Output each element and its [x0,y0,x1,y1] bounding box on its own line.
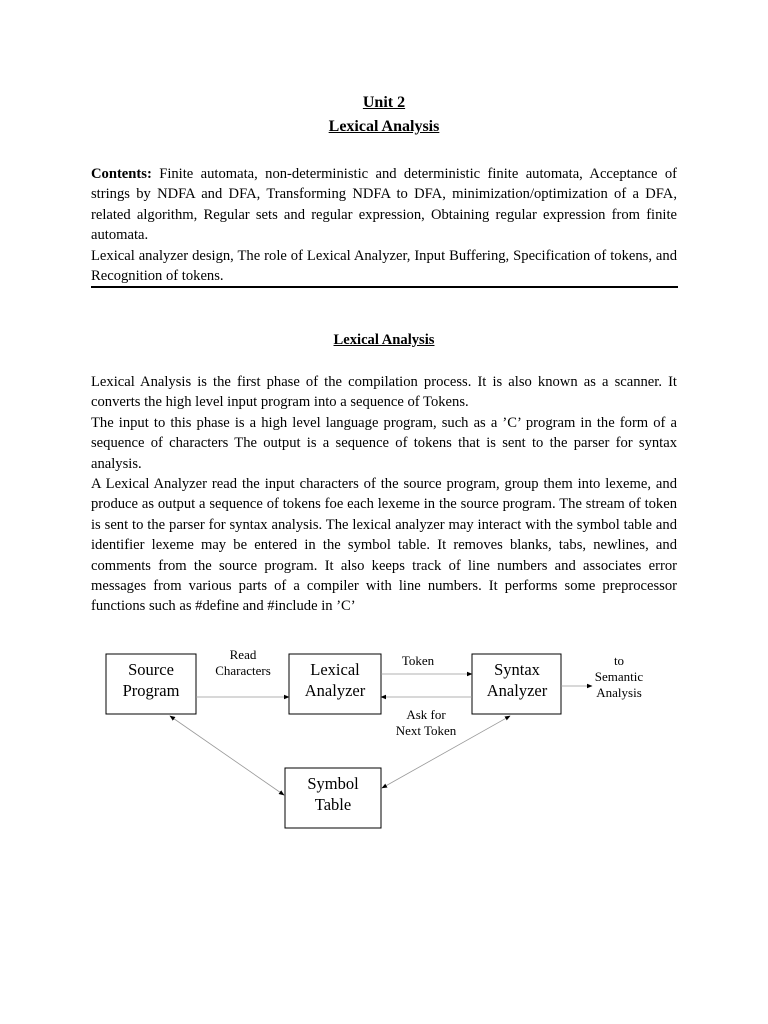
syntax-analyzer-label-2: Analyzer [486,681,548,700]
contents-label: Contents: [91,166,152,182]
symbol-table-label-2: Table [314,795,352,814]
body-paragraph-2: The input to this phase is a high level language program, such as a ’C’ program in the form of a sequence of characters The output is a sequence of tokens that is sent to the parser for syntax analysis. [91,414,677,472]
source-program-label-1: Source [128,660,174,679]
body-paragraph-3: A Lexical Analyzer read the input characters of the source program, group them into lexeme, and produce as output a sequence of tokens foe each lexeme in the source program. The stream of token is sent to the parser for syntax analysis. The lexical analyzer may interact with the symbol table and identifier lexeme may be entered in the symbol table. It removes blanks, tabs, newlines, and comments from the source program. It also keeps track of line numbers and associates error messages from various parts of a compiler with line numbers. It performs some preprocessor functions such as #define and #include in ’C’ [91,476,677,615]
contents-text: Finite automata, non-deterministic and deterministic finite automata, Acceptance of strings by NDFA and DFA, Transforming NDFA to DFA, minimization/optimization of a DFA, related algorithm, Regular sets and regular expression, Obtaining regular expression from finite automata. [91,166,677,244]
read-label-2: Characters [215,663,271,678]
token-label: Token [401,653,435,668]
lexical-analyzer-label-2: Analyzer [304,681,366,700]
page-title: Lexical Analysis [328,118,440,135]
read-label-1: Read [229,647,257,662]
symbol-table-label-1: Symbol [307,774,359,793]
semantic-label-2: Semantic [594,669,644,684]
ask-label-2: Next Token [395,723,457,738]
semantic-label-1: to [613,653,625,668]
source-symbol-arrow [170,716,284,795]
semantic-label-3: Analysis [596,685,642,700]
body-paragraph-1: Lexical Analysis is the first phase of the compilation process. It is also known as a scanner. It converts the high level input program into a sequence of Tokens. [91,374,677,411]
lexical-analyzer-label-1: Lexical [310,660,360,679]
unit-heading: Unit 2 [362,94,406,111]
source-program-label-2: Program [122,681,180,700]
ask-label-1: Ask for [406,707,446,722]
contents-paragraph-2: Lexical analyzer design, The role of Lexical Analyzer, Input Buffering, Specification of tokens, and Recognition of tokens. [91,247,677,285]
syntax-analyzer-label-1: Syntax [494,660,540,679]
section-title: Lexical Analysis [333,332,435,348]
